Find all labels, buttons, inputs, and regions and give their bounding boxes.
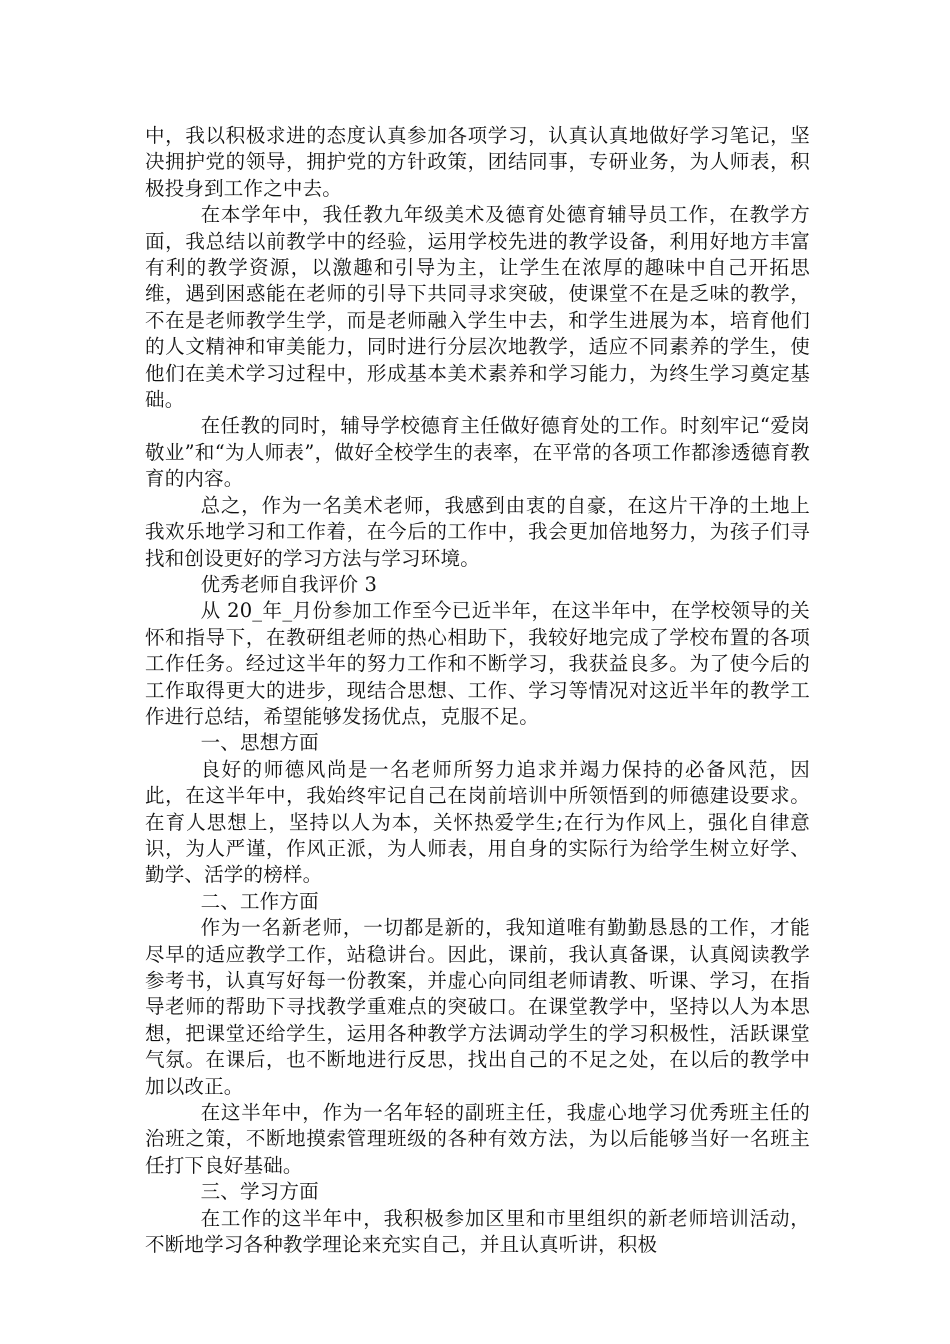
document-page <box>145 123 810 1258</box>
paragraph: 在这半年中，作为一名年轻的副班主任，我虚心地学习优秀班主任的治班之策，不断地摸索管理班级的各种有效方法，为以后能够当好一名班主任打下良好基础。 <box>145 1101 810 1177</box>
paragraph: 在本学年中，我任教九年级美术及德育处德育辅导员工作，在教学方面，我总结以前教学中的经验，运用学校先进的教学设备，利用好地方丰富有利的教学资源，以激趣和引导为主，让学生在浓厚的趣味中自己开拓思维，遇到困惑能在老师的引导下共同寻求突破，使课堂不在是乏味的教学，不在是老师教学生学，而是老师融入学生中去，和学生进展为本，培育他们的人文精神和审美能力，同时进行分层次地教学，适应不同素养的学生，使他们在美术学习过程中，形成基本美术素养和学习能力，为终生学习奠定基础。 <box>145 203 810 412</box>
section-heading: 三、学习方面 <box>200 1180 319 1204</box>
section-heading: 优秀老师自我评价 3 <box>200 572 378 596</box>
paragraph: 从 20_年_月份参加工作至今已近半年，在这半年中，在学校领导的关怀和指导下，在教研组老师的热心相助下，我较好地完成了学校布置的各项工作任务。经过这半年的努力工作和不断学习，我获益良多。为了使今后的工作取得更大的进步，现结合思想、工作、学习等情况对这近半年的教学工作进行总结，希望能够发扬优点，克服不足。 <box>145 599 810 728</box>
paragraph: 作为一名新老师，一切都是新的，我知道唯有勤勤恳恳的工作，才能尽早的适应教学工作，站稳讲台。因此，课前，我认真备课，认真阅读教学参考书，认真写好每一份教案，并虚心向同组老师请教、听课、学习，在指导老师的帮助下寻找教学重难点的突破口。在课堂教学中，坚持以人为本思想，把课堂还给学生，运用各种教学方法调动学生的学习积极性，活跃课堂气氛。在课后，也不断地进行反思，找出自己的不足之处，在以后的教学中加以改正。 <box>145 916 810 1098</box>
paragraph: 中，我以积极求进的态度认真参加各项学习，认真认真地做好学习笔记，坚决拥护党的领导，拥护党的方针政策，团结同事，专研业务，为人师表，积极投身到工作之中去。 <box>145 124 810 200</box>
paragraph: 良好的师德风尚是一名老师所努力追求并竭力保持的必备风范，因此，在这半年中，我始终牢记自己在岗前培训中所领悟到的师德建设要求。在育人思想上，坚持以人为本，关怀热爱学生;在行为作风上，强化自律意识，为人严谨，作风正派，为人师表，用自身的实际行为给学生树立好学、勤学、活学的榜样。 <box>145 757 810 887</box>
paragraph: 总之，作为一名美术老师，我感到由衷的自豪，在这片干净的土地上我欢乐地学习和工作着，在今后的工作中，我会更加倍地努力，为孩子们寻找和创设更好的学习方法与学习环境。 <box>145 493 810 570</box>
section-heading: 一、思想方面 <box>200 731 319 755</box>
section-heading: 二、工作方面 <box>200 889 319 913</box>
paragraph: 在工作的这半年中，我积极参加区里和市里组织的新老师培训活动，不断地学习各种教学理论来充实自己，并且认真听讲，积极 <box>145 1206 810 1257</box>
paragraph: 在任教的同时，辅导学校德育主任做好德育处的工作。时刻牢记“爱岗敬业”和“为人师表”，做好全校学生的表率，在平常的各项工作都渗透德育教育的内容。 <box>145 414 810 491</box>
